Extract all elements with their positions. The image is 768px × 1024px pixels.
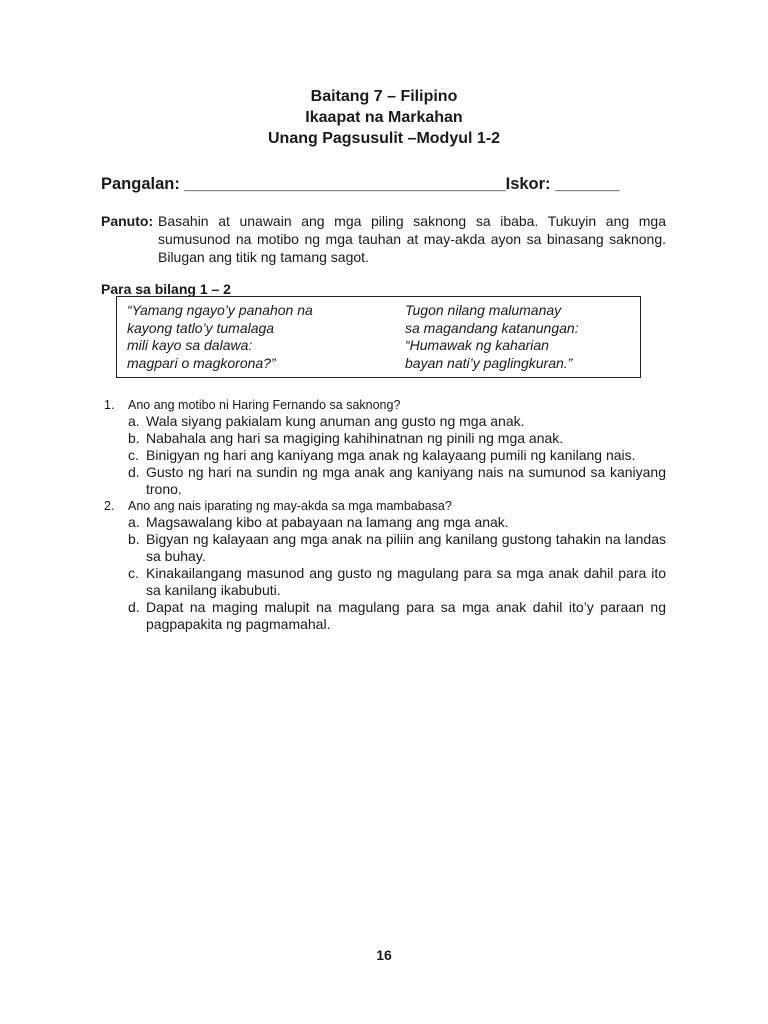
question-text: Ano ang motibo ni Haring Fernando sa saknong? <box>128 398 401 412</box>
choice-text: Wala siyang pakialam kung anuman ang gusto ng mga anak. <box>146 413 525 429</box>
header-quarter: Ikaapat na Markahan <box>305 109 463 126</box>
choice-c[interactable] <box>104 565 666 599</box>
poem-line: mili kayo sa dalawa: <box>127 337 253 353</box>
choice-text: Nabahala ang hari sa magiging kahihinatnan ng pinili ng mga anak. <box>146 430 564 446</box>
poem-stanza-right <box>405 302 579 372</box>
choice-a[interactable] <box>104 413 666 430</box>
choice-text: Gusto ng hari na sundin ng mga anak ang kaniyang nais na sumunod sa kaniyang trono. <box>146 464 666 497</box>
question-number: 2. <box>104 499 115 513</box>
choice-letter[interactable]: d. <box>128 599 140 615</box>
instructions-label: Panuto: <box>101 213 154 229</box>
poem-line: “Yamang ngayo’y panahon na <box>127 302 313 318</box>
question-1 <box>104 397 666 498</box>
name-score-line: Pangalan: ___________________________________Iskor: _______ <box>101 175 620 193</box>
choice-text: Binigyan ng hari ang kaniyang mga anak ng kalayaang pumili ng kanilang nais. <box>146 447 636 463</box>
question-stem <box>104 397 666 413</box>
poem-line: sa magandang katanungan: <box>405 319 579 336</box>
question-number: 1. <box>104 398 115 412</box>
item-range-label: Para sa bilang 1 – 2 <box>101 281 231 297</box>
poem-line: kayong tatlo’y tumalaga <box>127 319 275 336</box>
choice-letter[interactable]: b. <box>128 531 140 547</box>
choice-d[interactable] <box>104 599 666 633</box>
header-grade-subject: Baitang 7 – Filipino <box>310 88 458 105</box>
question-list <box>104 397 666 633</box>
choice-text: Dapat na maging malupit na magulang para sa mga anak dahil ito’y paraan ng pagpapakita ng pagmamahal. <box>146 599 666 632</box>
choice-letter[interactable]: c. <box>128 447 139 463</box>
choice-c[interactable] <box>104 447 666 464</box>
instructions-text: Basahin at unawain ang mga piling saknong sa ibaba. Tukuyin ang mga sumusunod na motibo ng mga tauhan at may-akda ayon sa binasang saknong. Bilugan ang titik ng tamang sagot. <box>158 213 666 265</box>
question-text: Ano ang nais iparating ng may-akda sa mga mambabasa? <box>128 499 452 513</box>
poem-stanza-left <box>127 302 313 372</box>
page-number: 16 <box>376 947 392 963</box>
question-2 <box>104 498 666 633</box>
choice-letter[interactable]: c. <box>128 565 139 581</box>
question-stem <box>104 498 666 514</box>
instructions <box>101 212 666 266</box>
choice-d[interactable] <box>104 464 666 498</box>
document-header <box>0 86 768 149</box>
choice-b[interactable] <box>104 531 666 565</box>
choice-letter[interactable]: d. <box>128 464 140 480</box>
header-exam-title: Unang Pagsusulit –Modyul 1-2 <box>267 130 501 147</box>
poem-line: magpari o magkorona?” <box>127 354 276 371</box>
choice-letter[interactable]: b. <box>128 430 140 446</box>
poem-line: Tugon nilang malumanay <box>405 302 562 318</box>
choice-text: Magsawalang kibo at pabayaan na lamang ang mga anak. <box>146 514 509 530</box>
poem-line: bayan nati’y paglingkuran.” <box>405 354 573 371</box>
choice-a[interactable] <box>104 514 666 531</box>
choice-text: Bigyan ng kalayaan ang mga anak na piliin ang kanilang gustong tahakin na landas sa buhay. <box>146 531 666 564</box>
choice-letter[interactable]: a. <box>128 413 140 429</box>
poem-box <box>116 296 641 378</box>
choice-text: Kinakailangang masunod ang gusto ng magulang para sa mga anak dahil para ito sa kanilang ikabubuti. <box>146 565 666 598</box>
choice-b[interactable] <box>104 430 666 447</box>
choice-letter[interactable]: a. <box>128 514 140 530</box>
poem-line: “Humawak ng kaharian <box>405 337 549 353</box>
